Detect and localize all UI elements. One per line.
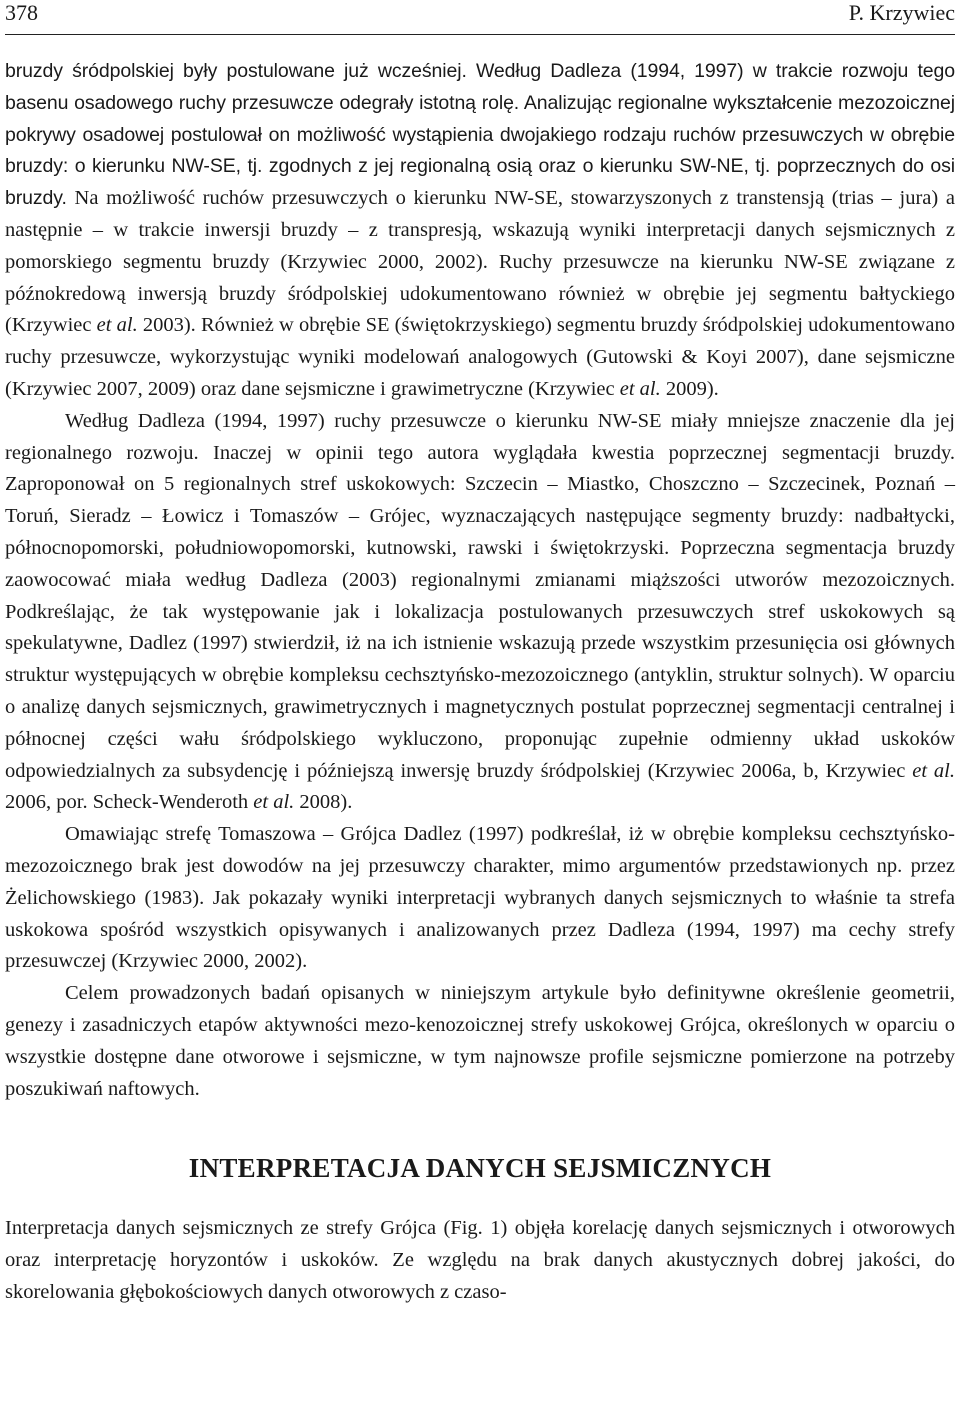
running-author: P. Krzywiec	[848, 0, 955, 25]
paragraph-3: Omawiając strefę Tomaszowa – Grójca Dadlez (1997) podkreślał, iż w obrębie kompleksu cechsztyńsko-mezozoicznego brak jest dowodów na jej przesuwczy charakter, mimo argumentów przedstawionych np. przez Żelichowskiego (1983). Jak pokazały wyniki interpretacji wybranych danych sejsmicznych to właśnie ta strefa uskokowa spośród wszystkich opisywanych i analizowanych przez Dadleza (1994, 1997) ma cechy strefy przesuwczej (Krzywiec 2000, 2002).	[5, 823, 955, 973]
body-text	[5, 56, 955, 1309]
paragraph-4: Celem prowadzonych badań opisanych w niniejszym artykule było definitywne określenie geometrii, genezy i zasadniczych etapów aktywności mezo-kenozoicznej strefy uskokowej Grójca, określonych w oparciu o wszystkie dostępne dane otworowe i sejsmiczne, w tym najnowsze profile sejsmiczne pomierzone na potrzeby poszukiwań naftowych.	[5, 982, 955, 1100]
paragraph-1-segment-3: 2009).	[660, 377, 719, 400]
paragraph-1-sans-segment: bruzdy śródpolskiej były postulowane już wcześniej. Według Dadleza (1994, 1997) w trakcie rozwoju tego basenu osadowego ruchy przesuwcze odegrały istotną rolę. Analizując regionalne wykształcenie mezozoicznej pokrywy osadowej postulował on możliwość wystąpienia dwojakiego rodzaju ruchów przesuwczych w obrębie bruzdy: o kierunku NW-SE, tj. zgodnych z jej regionalną osią oraz o kierunku SW-NE, tj. poprzecznych do osi bruzdy.	[5, 60, 955, 210]
paragraph-1-segment-1: Na możliwość ruchów przesuwczych o kierunku NW-SE, stowarzyszonych z transtensją (trias – jura) a następnie – w trakcie inwersji bruzdy – z transpresją, wskazują wyniki interpretacji danych sejsmicznych z pomorskiego segmentu bruzdy (Krzywiec 2000, 2002). Ruchy przesuwcze na kierunku NW-SE związane z późnokredową inwersją bruzdy śródpolskiej udokumentowano również w obrębie jej segmentu bałtyckiego (Krzywiec	[5, 187, 955, 337]
section-heading: INTERPRETACJA DANYCH SEJSMICZNYCH	[188, 1153, 772, 1184]
paragraph-1-et-al-1: et al.	[96, 314, 138, 337]
paragraph-2-et-al-1: et al.	[912, 759, 955, 782]
running-header	[5, 0, 955, 35]
paragraph-2	[5, 406, 955, 819]
paragraph-2-segment-2: 2006, por. Scheck-Wenderoth	[5, 791, 254, 814]
paragraph-1-segment-2: 2003). Również w obrębie SE (świętokrzyskiego) segmentu bruzdy śródpolskiej udokumentowano ruchy przesuwcze, wykorzystując wyniki modelowań analogowych (Gutowski & Koyi 2007), dane sejsmiczne (Krzywiec 2007, 2009) oraz dane sejsmiczne i grawimetryczne (Krzywiec	[5, 314, 955, 400]
page-number: 378	[5, 0, 38, 25]
paragraph-1-et-al-2: et al.	[619, 377, 661, 400]
paragraph-1	[5, 56, 955, 406]
paragraph-2-segment-3: 2008).	[294, 791, 353, 814]
paragraph-2-et-al-2: et al.	[253, 791, 295, 814]
paragraph-2-segment-1: Według Dadleza (1994, 1997) ruchy przesuwcze o kierunku NW-SE miały mniejsze znaczenie dla jej regionalnego rozwoju. Inaczej w opinii tego autora wyglądała kwestia poprzecznej segmentacji bruzdy. Zaproponował on 5 regionalnych stref uskokowych: Szczecin – Miastko, Choszczno – Szczecinek, Poznań – Toruń, Sieradz – Łowicz i Tomaszów – Grójec, wyznaczających następujące segmenty bruzdy: nadbałtycki, północnopomorski, południowopomorski, kutnowski, rawski i świętokrzyski. Poprzeczna segmentacja bruzdy zaowocować miała według Dadleza (2003) regionalnymi zmianami miąższości utworów mezozoicznych. Podkreślając, że tak występowanie jak i lokalizacja postulowanych przesuwczych stref uskokowych są spekulatywne, Dadlez (1997) stwierdził, iż na ich istnienie wskazują przede wszystkim przesunięcia osi głównych struktur występujących w obrębie kompleksu cechsztyńsko-mezozoicznego (antyklin, struktur solnych). W oparciu o analizę danych sejsmicznych, grawimetrycznych i magnetycznych postulat poprzecznej segmentacji centralnej i północnej części wału śródpolskiego wykluczono, proponując zupełnie odmienny układ uskoków odpowiedzialnych za subsydencję i późniejszą inwersję bruzdy śródpolskiej (Krzywiec 2006a, b, Krzywiec	[5, 409, 955, 782]
section-paragraph: Interpretacja danych sejsmicznych ze strefy Grójca (Fig. 1) objęła korelację danych sejsmicznych i otworowych oraz interpretację horyzontów i uskoków. Ze względu na brak danych akustycznych dobrej jakości, do skorelowania głębokościowych danych otworowych z czaso-	[5, 1217, 955, 1303]
